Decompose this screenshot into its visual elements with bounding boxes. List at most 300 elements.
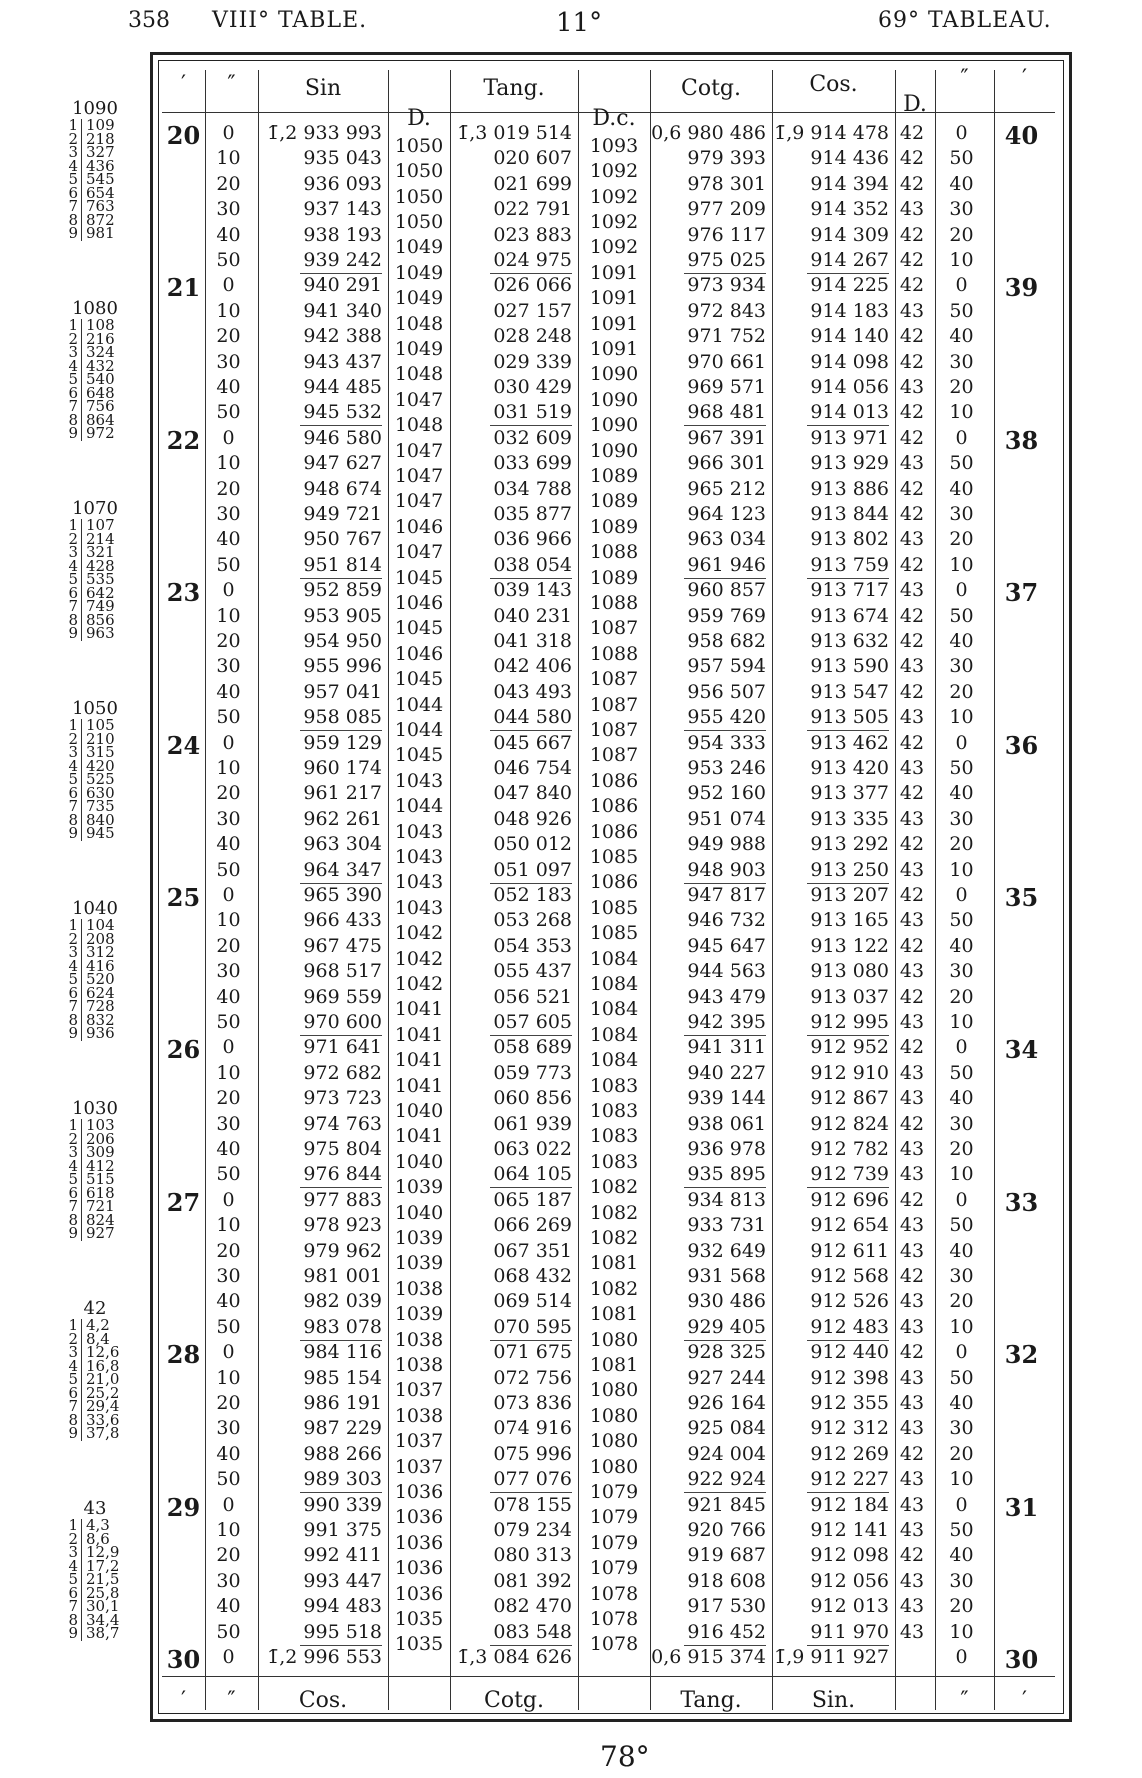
cell-d1: 1038 xyxy=(394,1328,444,1351)
cell-sin: 993 447 xyxy=(303,1569,382,1592)
cell-d1: 1036 xyxy=(394,1557,444,1580)
cell-sec: 50 xyxy=(216,401,241,424)
cell-dc: 1082 xyxy=(589,1226,639,1249)
margin-block xyxy=(62,698,128,841)
margin-value: 309 xyxy=(86,1143,115,1161)
cell-sin: 983 078 xyxy=(303,1315,382,1338)
cell-sr: 20 xyxy=(949,1290,974,1313)
cell-sr: 30 xyxy=(949,1265,974,1287)
margin-digit: 5 xyxy=(62,573,82,587)
cell-cos: 912 141 xyxy=(810,1519,889,1541)
cell-d2: 43 xyxy=(899,757,925,779)
cell-d2: 43 xyxy=(899,1214,925,1237)
margin-digit: 9 xyxy=(62,427,82,441)
cell-min: 25 xyxy=(166,883,201,912)
margin-digit: 8 xyxy=(62,1014,82,1028)
margin-value: 21,0 xyxy=(86,1370,120,1388)
cell-d2: 43 xyxy=(899,1087,925,1110)
cell-d1: 1048 xyxy=(394,312,444,335)
cell-sec: 10 xyxy=(216,1519,241,1541)
cell-tang: 055 437 xyxy=(493,960,572,983)
cell-dc: 1087 xyxy=(589,744,639,767)
cell-sr: 30 xyxy=(949,350,974,373)
cell-tang: 053 268 xyxy=(493,909,572,932)
cell-cos: 914 225 xyxy=(810,274,889,297)
cell-sin: 963 304 xyxy=(303,833,382,856)
cell-cos: 913 080 xyxy=(810,960,889,983)
cell-cotg: 919 687 xyxy=(687,1544,766,1567)
margin-digit: 3 xyxy=(62,1546,82,1560)
cell-d2: 43 xyxy=(899,1061,925,1084)
cell-sr: 40 xyxy=(949,477,974,500)
cell-sin: 947 627 xyxy=(303,452,382,475)
margin-value: 972 xyxy=(86,424,115,442)
table-label-right: 69° TABLEAU. xyxy=(878,8,1052,33)
cell-d1: 1050 xyxy=(394,134,444,157)
margin-digit: 8 xyxy=(62,814,82,828)
margin-digit: 1 xyxy=(62,919,82,933)
margin-digit: 5 xyxy=(62,373,82,387)
cell-sec: 50 xyxy=(216,249,241,271)
cell-sin: 964 347 xyxy=(303,858,382,881)
cell-d1: 1050 xyxy=(394,160,444,183)
cell-sr: 50 xyxy=(949,1214,974,1237)
cell-sr: 20 xyxy=(949,223,974,246)
margin-value: 34,4 xyxy=(86,1610,120,1629)
cell-tang: 044 580 xyxy=(493,706,572,729)
cell-tang: 031 519 xyxy=(493,401,572,424)
cell-dc: 1092 xyxy=(589,160,639,183)
margin-digit: 3 xyxy=(62,146,82,160)
col-head-cos: Cos. xyxy=(809,72,858,97)
cell-d2: 42 xyxy=(899,172,925,195)
margin-value: 214 xyxy=(86,529,115,548)
margin-value: 416 xyxy=(86,956,115,975)
cell-dc: 1088 xyxy=(589,642,639,665)
cell-sin: 938 193 xyxy=(303,223,382,246)
cell-d2: 42 xyxy=(899,147,925,170)
cell-sin: 985 154 xyxy=(303,1366,382,1389)
cell-sr: 50 xyxy=(949,147,974,170)
margin-value: 520 xyxy=(86,970,115,988)
cell-dc: 1081 xyxy=(589,1252,639,1275)
cell-sec: 10 xyxy=(216,1061,241,1084)
cell-dc: 1079 xyxy=(589,1557,639,1580)
cell-cos: 912 867 xyxy=(810,1087,889,1110)
cell-cotg: 960 857 xyxy=(687,579,766,602)
cell-sec: 50 xyxy=(216,1620,241,1643)
margin-value: 642 xyxy=(86,583,115,602)
cell-sr: 30 xyxy=(949,1112,974,1135)
cell-d1: 1047 xyxy=(394,490,444,513)
cell-cos: 913 929 xyxy=(810,452,889,475)
cell-sec: 40 xyxy=(216,1290,241,1313)
cell-d2: 43 xyxy=(899,1138,925,1160)
cell-dc: 1079 xyxy=(589,1506,639,1529)
margin-digit: 6 xyxy=(62,1587,82,1601)
cell-cos: 912 654 xyxy=(810,1214,889,1237)
cell-sin: 990 339 xyxy=(303,1493,382,1516)
margin-digit: 8 xyxy=(62,214,82,228)
cell-dc: 1082 xyxy=(589,1201,639,1224)
margin-value: 210 xyxy=(86,729,115,748)
margin-value: 107 xyxy=(86,516,115,534)
cell-d2: 43 xyxy=(899,1417,925,1440)
cell-sin: 976 844 xyxy=(303,1163,382,1186)
cell-tang: 020 607 xyxy=(493,147,572,170)
cell-d2: 43 xyxy=(899,655,925,678)
margin-value: 618 xyxy=(86,1183,115,1202)
cell-mr: 38 xyxy=(1004,425,1039,455)
margin-digit: 6 xyxy=(62,1187,82,1201)
cell-tang: 024 975 xyxy=(493,249,572,271)
cell-sr: 0 xyxy=(955,579,968,602)
cell-tang: 030 429 xyxy=(493,376,572,398)
margin-title: 1070 xyxy=(72,498,118,519)
cell-sin: 944 485 xyxy=(303,376,382,398)
cell-cotg: 954 333 xyxy=(687,731,766,754)
cell-d1: 1047 xyxy=(394,388,444,411)
cell-sin: 973 723 xyxy=(303,1087,382,1110)
margin-digit: 4 xyxy=(62,560,82,574)
cell-tang: 046 754 xyxy=(493,757,572,779)
cell-cotg: 948 903 xyxy=(687,858,766,881)
cell-cos: 913 632 xyxy=(810,630,889,652)
cell-d2: 42 xyxy=(899,503,925,525)
cell-cos: 913 250 xyxy=(810,858,889,881)
cell-sec: 0 xyxy=(222,1188,235,1211)
cell-mr: 37 xyxy=(1004,578,1039,608)
cell-tang: 079 234 xyxy=(493,1519,572,1541)
cell-cotg: 935 895 xyxy=(687,1163,766,1186)
margin-value: 824 xyxy=(86,1210,115,1229)
cell-tang: 066 269 xyxy=(493,1214,572,1237)
cell-cos: 912 526 xyxy=(810,1290,889,1313)
cell-d2: 42 xyxy=(899,934,925,957)
cell-mr: 30 xyxy=(1004,1645,1039,1674)
cell-sec: 40 xyxy=(216,528,241,551)
cell-sin: 943 437 xyxy=(303,350,382,373)
cell-d2: 42 xyxy=(899,1442,925,1465)
cell-sin: 936 093 xyxy=(303,172,382,195)
cell-sr: 40 xyxy=(949,1544,974,1567)
cell-tang: 072 756 xyxy=(493,1366,572,1389)
cell-cotg: 934 813 xyxy=(687,1188,766,1211)
col-head-d2: D. xyxy=(903,92,927,117)
cell-mr: 32 xyxy=(1004,1340,1039,1370)
cell-cos: 914 013 xyxy=(810,401,889,424)
cell-cotg: 922 924 xyxy=(687,1468,766,1491)
col-foot-min_r: ′ xyxy=(1022,1688,1027,1713)
cell-d1: 1042 xyxy=(394,972,444,995)
cell-sr: 50 xyxy=(949,757,974,779)
cell-sr: 0 xyxy=(955,1036,968,1059)
margin-title: 1030 xyxy=(72,1098,118,1119)
cell-cos: 914 352 xyxy=(810,198,889,221)
cell-cotg: 936 978 xyxy=(687,1138,766,1160)
cell-cotg: 969 571 xyxy=(687,376,766,398)
margin-value: 104 xyxy=(86,916,115,934)
margin-value: 324 xyxy=(86,343,115,361)
cell-sec: 40 xyxy=(216,376,241,398)
cell-tang: 061 939 xyxy=(493,1112,572,1135)
cell-d2: 42 xyxy=(899,249,925,271)
cell-d1: 1041 xyxy=(394,998,444,1021)
cell-d2: 42 xyxy=(899,1112,925,1135)
cell-sin: 935 043 xyxy=(303,147,382,170)
cell-tang: 021 699 xyxy=(493,172,572,195)
cell-sr: 30 xyxy=(949,503,974,525)
cell-cotg: 932 649 xyxy=(687,1239,766,1262)
cell-sin: 1̄,2 996 553 xyxy=(267,1646,382,1668)
cell-cos: 913 122 xyxy=(810,934,889,957)
cell-cos: 912 013 xyxy=(810,1595,889,1618)
cell-d1: 1042 xyxy=(394,947,444,970)
cell-tang: 064 105 xyxy=(493,1163,572,1186)
cell-sr: 0 xyxy=(955,1341,968,1364)
margin-value: 216 xyxy=(86,329,115,348)
cell-dc: 1090 xyxy=(589,439,639,462)
margin-digit: 3 xyxy=(62,746,82,760)
cell-mr: 34 xyxy=(1004,1035,1039,1065)
cell-dc: 1088 xyxy=(589,541,639,564)
cell-cos: 912 269 xyxy=(810,1442,889,1465)
cell-sin: 960 174 xyxy=(303,757,382,779)
cell-cotg: 961 946 xyxy=(687,553,766,576)
cell-sr: 40 xyxy=(949,782,974,805)
cell-sr: 0 xyxy=(955,1493,968,1516)
cell-d2: 42 xyxy=(899,401,925,424)
cell-tang: 075 996 xyxy=(493,1442,572,1465)
cell-min: 29 xyxy=(166,1492,201,1522)
margin-digit: 1 xyxy=(62,1119,82,1133)
cell-dc: 1091 xyxy=(589,287,639,310)
margin-digit: 4 xyxy=(62,1360,82,1374)
margin-digit: 5 xyxy=(62,173,82,187)
cell-sec: 30 xyxy=(216,350,241,373)
cell-sec: 30 xyxy=(216,1112,241,1135)
cell-cos: 912 056 xyxy=(810,1569,889,1592)
cell-dc: 1078 xyxy=(589,1633,639,1656)
margin-title: 1080 xyxy=(72,298,118,319)
cell-sr: 10 xyxy=(949,1620,974,1643)
cell-tang: 028 248 xyxy=(493,325,572,348)
margin-value: 763 xyxy=(86,197,115,215)
cell-sec: 50 xyxy=(216,706,241,729)
cell-cos: 913 207 xyxy=(810,884,889,906)
cell-sin: 987 229 xyxy=(303,1417,382,1440)
cell-d2: 42 xyxy=(899,1544,925,1567)
margin-value: 545 xyxy=(86,170,115,188)
cell-d1: 1045 xyxy=(394,566,444,589)
cell-tang: 1̄,3 084 626 xyxy=(457,1646,572,1668)
cell-cos: 912 611 xyxy=(810,1239,889,1262)
cell-min: 30 xyxy=(166,1645,201,1674)
cell-tang: 069 514 xyxy=(493,1290,572,1313)
cell-sec: 50 xyxy=(216,1163,241,1186)
margin-digit: 2 xyxy=(62,533,82,547)
cell-sin: 989 303 xyxy=(303,1468,382,1491)
cell-dc: 1081 xyxy=(589,1303,639,1326)
cell-tang: 043 493 xyxy=(493,680,572,703)
cell-cotg: 927 244 xyxy=(687,1366,766,1389)
margin-value: 963 xyxy=(86,624,115,642)
cell-cos: 1̄,9 914 478 xyxy=(774,122,889,144)
margin-digit: 2 xyxy=(62,933,82,947)
margin-digit: 9 xyxy=(62,1427,82,1441)
margin-value: 525 xyxy=(86,770,115,788)
margin-digit: 2 xyxy=(62,133,82,147)
col-head-min_r: ′ xyxy=(1022,66,1027,91)
cell-min: 26 xyxy=(166,1035,201,1065)
margin-digit: 5 xyxy=(62,1173,82,1187)
cell-sr: 20 xyxy=(949,833,974,856)
margin-row xyxy=(62,1424,128,1442)
cell-sr: 10 xyxy=(949,706,974,729)
cell-cotg: 947 817 xyxy=(687,884,766,906)
cell-cotg: 933 731 xyxy=(687,1214,766,1237)
cell-d1: 1039 xyxy=(394,1226,444,1249)
cell-dc: 1081 xyxy=(589,1353,639,1376)
cell-sec: 40 xyxy=(216,223,241,246)
cell-sin: 948 674 xyxy=(303,477,382,500)
cell-min: 24 xyxy=(166,730,201,760)
cell-tang: 065 187 xyxy=(493,1188,572,1211)
cell-cotg: 958 682 xyxy=(687,630,766,652)
margin-digit: 3 xyxy=(62,346,82,360)
cell-tang: 070 595 xyxy=(493,1315,572,1338)
cell-d1: 1040 xyxy=(394,1201,444,1224)
cell-min: 20 xyxy=(166,121,201,150)
cell-d2: 43 xyxy=(899,807,925,830)
cell-sec: 30 xyxy=(216,198,241,221)
cell-cotg: 956 507 xyxy=(687,680,766,703)
cell-sec: 0 xyxy=(222,1036,235,1059)
margin-digit: 2 xyxy=(62,1533,82,1547)
cell-sr: 30 xyxy=(949,655,974,678)
cell-cotg: 971 752 xyxy=(687,325,766,348)
margin-value: 8,6 xyxy=(86,1529,110,1548)
cell-sr: 20 xyxy=(949,1138,974,1160)
cell-sec: 0 xyxy=(222,1646,235,1668)
cell-tang: 077 076 xyxy=(493,1468,572,1491)
cell-d1: 1039 xyxy=(394,1303,444,1326)
cell-dc: 1091 xyxy=(589,261,639,284)
cell-sr: 40 xyxy=(949,172,974,195)
cell-d2: 42 xyxy=(899,1188,925,1211)
cell-cos: 912 696 xyxy=(810,1188,889,1211)
margin-value: 872 xyxy=(86,210,115,229)
cell-cos: 913 886 xyxy=(810,477,889,500)
cell-tang: 071 675 xyxy=(493,1341,572,1364)
margin-digit: 9 xyxy=(62,227,82,241)
margin-value: 16,8 xyxy=(86,1356,120,1375)
cell-d2: 42 xyxy=(899,122,925,144)
cell-cotg: 940 227 xyxy=(687,1061,766,1084)
cell-d1: 1041 xyxy=(394,1049,444,1072)
cell-d1: 1045 xyxy=(394,668,444,691)
margin-digit: 2 xyxy=(62,733,82,747)
cell-cos: 912 227 xyxy=(810,1468,889,1491)
margin-digit: 2 xyxy=(62,1333,82,1347)
cell-dc: 1090 xyxy=(589,363,639,386)
cell-tang: 023 883 xyxy=(493,223,572,246)
cell-d1: 1038 xyxy=(394,1404,444,1427)
cell-min: 22 xyxy=(166,425,201,455)
cell-sec: 20 xyxy=(216,1239,241,1262)
cell-d1: 1036 xyxy=(394,1531,444,1554)
cell-d1: 1047 xyxy=(394,439,444,462)
cell-cos: 912 824 xyxy=(810,1112,889,1135)
cell-sec: 30 xyxy=(216,1265,241,1287)
cell-cotg: 946 732 xyxy=(687,909,766,932)
cell-tang: 074 916 xyxy=(493,1417,572,1440)
cell-sr: 0 xyxy=(955,274,968,297)
cell-tang: 041 318 xyxy=(493,630,572,652)
cell-dc: 1079 xyxy=(589,1480,639,1503)
cell-d1: 1048 xyxy=(394,414,444,437)
cell-tang: 035 877 xyxy=(493,503,572,525)
cell-cotg: 949 988 xyxy=(687,833,766,856)
cell-dc: 1083 xyxy=(589,1125,639,1148)
cell-min: 27 xyxy=(166,1187,201,1217)
cell-cotg: 925 084 xyxy=(687,1417,766,1440)
cell-tang: 056 521 xyxy=(493,985,572,1008)
margin-value: 12,9 xyxy=(86,1543,120,1561)
cell-sin: 940 291 xyxy=(303,274,382,297)
cell-cotg: 928 325 xyxy=(687,1341,766,1364)
cell-sr: 10 xyxy=(949,858,974,881)
margin-digit: 9 xyxy=(62,1227,82,1241)
margin-value: 756 xyxy=(86,397,115,415)
cell-tang: 040 231 xyxy=(493,604,572,627)
cell-sin: 941 340 xyxy=(303,299,382,322)
cell-cos: 912 184 xyxy=(810,1493,889,1516)
col-foot-tang: Tang. xyxy=(680,1688,742,1713)
margin-digit: 5 xyxy=(62,1573,82,1587)
margin-digit: 5 xyxy=(62,773,82,787)
cell-dc: 1080 xyxy=(589,1455,639,1478)
cell-sec: 30 xyxy=(216,655,241,678)
margin-value: 33,6 xyxy=(86,1410,120,1429)
cell-mr: 33 xyxy=(1004,1187,1039,1217)
cell-d2: 42 xyxy=(899,985,925,1008)
cell-sin: 939 242 xyxy=(303,249,382,271)
cell-cotg: 968 481 xyxy=(687,401,766,424)
footer-rule xyxy=(162,1676,1055,1677)
cell-sin: 962 261 xyxy=(303,807,382,830)
margin-digit: 2 xyxy=(62,333,82,347)
cell-sec: 10 xyxy=(216,604,241,627)
cell-cotg: 945 647 xyxy=(687,934,766,957)
margin-value: 936 xyxy=(86,1024,115,1042)
cell-sin: 978 923 xyxy=(303,1214,382,1237)
cell-d2: 42 xyxy=(899,325,925,348)
cell-dc: 1092 xyxy=(589,236,639,259)
margin-value: 428 xyxy=(86,556,115,575)
cell-sr: 0 xyxy=(955,731,968,754)
cell-sin: 981 001 xyxy=(303,1265,382,1287)
cell-sec: 0 xyxy=(222,274,235,297)
cell-cos: 913 505 xyxy=(810,706,889,729)
margin-value: 218 xyxy=(86,129,115,148)
cell-d2: 43 xyxy=(899,960,925,983)
margin-digit: 8 xyxy=(62,414,82,428)
cell-cotg: 977 209 xyxy=(687,198,766,221)
cell-sr: 50 xyxy=(949,1519,974,1541)
margin-digit: 1 xyxy=(62,519,82,533)
cell-sr: 20 xyxy=(949,985,974,1008)
